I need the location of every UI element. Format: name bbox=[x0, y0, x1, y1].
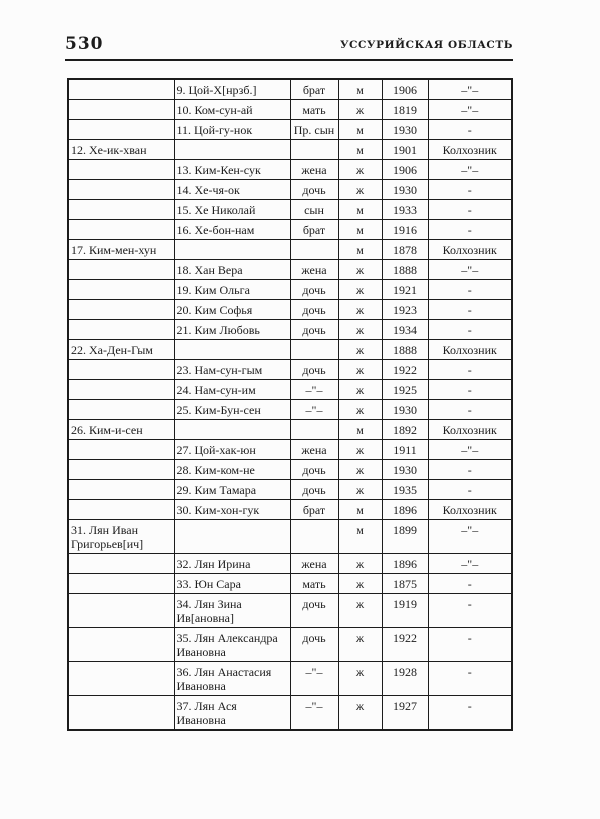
occupation-cell: - bbox=[428, 180, 512, 200]
sex-cell: ж bbox=[338, 574, 382, 594]
member-name-cell: 14. Хе-чя-ок bbox=[174, 180, 290, 200]
member-name-cell: 34. Лян Зина Ив[ановна] bbox=[174, 594, 290, 628]
relation-cell: жена bbox=[290, 260, 338, 280]
birth-year-cell: 1930 bbox=[382, 180, 428, 200]
occupation-cell: - bbox=[428, 594, 512, 628]
member-name-cell: 33. Юн Сара bbox=[174, 574, 290, 594]
relation-cell: –"– bbox=[290, 696, 338, 731]
region-header-title: УССУРИЙСКАЯ ОБЛАСТЬ bbox=[339, 38, 513, 51]
household-head-cell bbox=[68, 280, 174, 300]
table-row bbox=[68, 320, 512, 340]
birth-year-cell: 1923 bbox=[382, 300, 428, 320]
birth-year-cell: 1927 bbox=[382, 696, 428, 731]
birth-year-cell: 1878 bbox=[382, 240, 428, 260]
occupation-cell: –"– bbox=[428, 79, 512, 100]
household-head-cell bbox=[68, 500, 174, 520]
relation-cell: дочь bbox=[290, 594, 338, 628]
relation-cell: жена bbox=[290, 554, 338, 574]
occupation-cell: –"– bbox=[428, 554, 512, 574]
member-name-cell: 23. Нам-сун-гым bbox=[174, 360, 290, 380]
table-row bbox=[68, 200, 512, 220]
household-head-cell bbox=[68, 440, 174, 460]
relation-cell: дочь bbox=[290, 480, 338, 500]
member-name-cell bbox=[174, 420, 290, 440]
member-name-cell bbox=[174, 140, 290, 160]
household-head-cell bbox=[68, 380, 174, 400]
relation-cell: дочь bbox=[290, 360, 338, 380]
member-name-cell: 25. Ким-Бун-сен bbox=[174, 400, 290, 420]
sex-cell: ж bbox=[338, 480, 382, 500]
sex-cell: м bbox=[338, 420, 382, 440]
birth-year-cell: 1875 bbox=[382, 574, 428, 594]
birth-year-cell: 1896 bbox=[382, 500, 428, 520]
household-head-cell bbox=[68, 480, 174, 500]
occupation-cell: - bbox=[428, 574, 512, 594]
table-row bbox=[68, 500, 512, 520]
household-head-cell bbox=[68, 180, 174, 200]
member-name-cell: 15. Хе Николай bbox=[174, 200, 290, 220]
relation-cell: –"– bbox=[290, 380, 338, 400]
member-name-cell: 16. Хе-бон-нам bbox=[174, 220, 290, 240]
table-row bbox=[68, 220, 512, 240]
birth-year-cell: 1888 bbox=[382, 340, 428, 360]
birth-year-cell: 1922 bbox=[382, 628, 428, 662]
household-head-cell bbox=[68, 360, 174, 380]
member-name-cell: 10. Ком-сун-ай bbox=[174, 100, 290, 120]
household-head-cell bbox=[68, 120, 174, 140]
household-head-cell bbox=[68, 100, 174, 120]
member-name-cell: 28. Ким-ком-не bbox=[174, 460, 290, 480]
birth-year-cell: 1925 bbox=[382, 380, 428, 400]
relation-cell: жена bbox=[290, 440, 338, 460]
birth-year-cell: 1935 bbox=[382, 480, 428, 500]
table-row bbox=[68, 360, 512, 380]
relation-cell: сын bbox=[290, 200, 338, 220]
table-row bbox=[68, 554, 512, 574]
relation-cell: брат bbox=[290, 220, 338, 240]
sex-cell: ж bbox=[338, 360, 382, 380]
birth-year-cell: 1819 bbox=[382, 100, 428, 120]
sex-cell: ж bbox=[338, 180, 382, 200]
sex-cell: ж bbox=[338, 260, 382, 280]
relation-cell: дочь bbox=[290, 320, 338, 340]
sex-cell: ж bbox=[338, 594, 382, 628]
occupation-cell: - bbox=[428, 662, 512, 696]
household-head-cell bbox=[68, 460, 174, 480]
member-name-cell: 35. Лян Александра Ивановна bbox=[174, 628, 290, 662]
sex-cell: ж bbox=[338, 340, 382, 360]
sex-cell: м bbox=[338, 500, 382, 520]
sex-cell: ж bbox=[338, 320, 382, 340]
birth-year-cell: 1930 bbox=[382, 460, 428, 480]
table-row bbox=[68, 400, 512, 420]
relation-cell: –"– bbox=[290, 400, 338, 420]
member-name-cell: 36. Лян Анастасия Ивановна bbox=[174, 662, 290, 696]
occupation-cell: - bbox=[428, 480, 512, 500]
member-name-cell: 9. Цой-Х[нрзб.] bbox=[174, 79, 290, 100]
occupation-cell: - bbox=[428, 380, 512, 400]
relation-cell bbox=[290, 520, 338, 554]
sex-cell: м bbox=[338, 79, 382, 100]
household-head-cell bbox=[68, 574, 174, 594]
birth-year-cell: 1916 bbox=[382, 220, 428, 240]
table-row bbox=[68, 79, 512, 100]
sex-cell: ж bbox=[338, 554, 382, 574]
relation-cell: брат bbox=[290, 79, 338, 100]
table-row bbox=[68, 574, 512, 594]
table-row bbox=[68, 280, 512, 300]
occupation-cell: - bbox=[428, 400, 512, 420]
relation-cell: мать bbox=[290, 100, 338, 120]
birth-year-cell: 1892 bbox=[382, 420, 428, 440]
table-row bbox=[68, 594, 512, 628]
table-row bbox=[68, 240, 512, 260]
table-row bbox=[68, 696, 512, 731]
member-name-cell: 27. Цой-хак-юн bbox=[174, 440, 290, 460]
table-row bbox=[68, 440, 512, 460]
sex-cell: ж bbox=[338, 696, 382, 731]
birth-year-cell: 1899 bbox=[382, 520, 428, 554]
sex-cell: ж bbox=[338, 300, 382, 320]
sex-cell: м bbox=[338, 140, 382, 160]
sex-cell: ж bbox=[338, 460, 382, 480]
household-head-cell bbox=[68, 628, 174, 662]
member-name-cell bbox=[174, 240, 290, 260]
occupation-cell: Колхозник bbox=[428, 500, 512, 520]
relation-cell bbox=[290, 420, 338, 440]
member-name-cell: 24. Нам-сун-им bbox=[174, 380, 290, 400]
member-name-cell bbox=[174, 520, 290, 554]
birth-year-cell: 1930 bbox=[382, 120, 428, 140]
member-name-cell: 13. Ким-Кен-сук bbox=[174, 160, 290, 180]
birth-year-cell: 1930 bbox=[382, 400, 428, 420]
page-number: 530 bbox=[65, 34, 104, 54]
relation-cell: брат bbox=[290, 500, 338, 520]
occupation-cell: - bbox=[428, 320, 512, 340]
household-head-cell bbox=[68, 594, 174, 628]
household-head-cell bbox=[68, 662, 174, 696]
table-row bbox=[68, 160, 512, 180]
household-head-cell bbox=[68, 160, 174, 180]
occupation-cell: Колхозник bbox=[428, 140, 512, 160]
sex-cell: ж bbox=[338, 400, 382, 420]
birth-year-cell: 1934 bbox=[382, 320, 428, 340]
relation-cell bbox=[290, 340, 338, 360]
relation-cell: дочь bbox=[290, 460, 338, 480]
household-head-cell bbox=[68, 696, 174, 731]
household-head-cell bbox=[68, 79, 174, 100]
birth-year-cell: 1896 bbox=[382, 554, 428, 574]
birth-year-cell: 1921 bbox=[382, 280, 428, 300]
table-row bbox=[68, 300, 512, 320]
relation-cell: дочь bbox=[290, 180, 338, 200]
relation-cell: мать bbox=[290, 574, 338, 594]
sex-cell: м bbox=[338, 220, 382, 240]
household-head-cell: 31. Лян Иван Григорьев[ич] bbox=[68, 520, 174, 554]
sex-cell: ж bbox=[338, 160, 382, 180]
household-head-cell bbox=[68, 220, 174, 240]
occupation-cell: - bbox=[428, 460, 512, 480]
census-table-body bbox=[68, 79, 512, 730]
table-row bbox=[68, 662, 512, 696]
household-head-cell bbox=[68, 200, 174, 220]
page-header bbox=[65, 0, 513, 53]
table-row bbox=[68, 420, 512, 440]
member-name-cell: 37. Лян Ася Ивановна bbox=[174, 696, 290, 731]
relation-cell: жена bbox=[290, 160, 338, 180]
occupation-cell: - bbox=[428, 280, 512, 300]
table-row bbox=[68, 120, 512, 140]
table-row bbox=[68, 628, 512, 662]
table-row bbox=[68, 100, 512, 120]
household-head-cell bbox=[68, 300, 174, 320]
sex-cell: м bbox=[338, 200, 382, 220]
household-head-cell bbox=[68, 554, 174, 574]
household-head-cell: 26. Ким-и-сен bbox=[68, 420, 174, 440]
relation-cell: –"– bbox=[290, 662, 338, 696]
table-row bbox=[68, 520, 512, 554]
member-name-cell: 29. Ким Тамара bbox=[174, 480, 290, 500]
member-name-cell: 20. Ким Софья bbox=[174, 300, 290, 320]
birth-year-cell: 1906 bbox=[382, 160, 428, 180]
sex-cell: ж bbox=[338, 280, 382, 300]
occupation-cell: - bbox=[428, 360, 512, 380]
household-head-cell: 12. Хе-ик-хван bbox=[68, 140, 174, 160]
occupation-cell: - bbox=[428, 120, 512, 140]
table-row bbox=[68, 480, 512, 500]
birth-year-cell: 1928 bbox=[382, 662, 428, 696]
birth-year-cell: 1933 bbox=[382, 200, 428, 220]
sex-cell: ж bbox=[338, 380, 382, 400]
table-row bbox=[68, 140, 512, 160]
household-head-cell: 22. Ха-Ден-Гым bbox=[68, 340, 174, 360]
sex-cell: ж bbox=[338, 440, 382, 460]
relation-cell bbox=[290, 140, 338, 160]
table-row bbox=[68, 460, 512, 480]
birth-year-cell: 1906 bbox=[382, 79, 428, 100]
occupation-cell: –"– bbox=[428, 440, 512, 460]
relation-cell bbox=[290, 240, 338, 260]
birth-year-cell: 1922 bbox=[382, 360, 428, 380]
sex-cell: м bbox=[338, 120, 382, 140]
sex-cell: ж bbox=[338, 662, 382, 696]
household-head-cell bbox=[68, 400, 174, 420]
birth-year-cell: 1919 bbox=[382, 594, 428, 628]
household-head-cell: 17. Ким-мен-хун bbox=[68, 240, 174, 260]
sex-cell: ж bbox=[338, 628, 382, 662]
occupation-cell: - bbox=[428, 220, 512, 240]
relation-cell: Пр. сын bbox=[290, 120, 338, 140]
occupation-cell: - bbox=[428, 200, 512, 220]
relation-cell: дочь bbox=[290, 300, 338, 320]
member-name-cell: 11. Цой-гу-нок bbox=[174, 120, 290, 140]
member-name-cell: 32. Лян Ирина bbox=[174, 554, 290, 574]
occupation-cell: Колхозник bbox=[428, 420, 512, 440]
sex-cell: м bbox=[338, 520, 382, 554]
page-content bbox=[65, 0, 513, 731]
occupation-cell: - bbox=[428, 300, 512, 320]
member-name-cell bbox=[174, 340, 290, 360]
table-row bbox=[68, 340, 512, 360]
sex-cell: ж bbox=[338, 100, 382, 120]
household-head-cell bbox=[68, 320, 174, 340]
birth-year-cell: 1901 bbox=[382, 140, 428, 160]
occupation-cell: –"– bbox=[428, 100, 512, 120]
table-row bbox=[68, 180, 512, 200]
birth-year-cell: 1888 bbox=[382, 260, 428, 280]
member-name-cell: 30. Ким-хон-гук bbox=[174, 500, 290, 520]
occupation-cell: –"– bbox=[428, 260, 512, 280]
occupation-cell: Колхозник bbox=[428, 240, 512, 260]
table-row bbox=[68, 380, 512, 400]
table-row bbox=[68, 260, 512, 280]
occupation-cell: - bbox=[428, 628, 512, 662]
occupation-cell: –"– bbox=[428, 520, 512, 554]
member-name-cell: 21. Ким Любовь bbox=[174, 320, 290, 340]
sex-cell: м bbox=[338, 240, 382, 260]
household-head-cell bbox=[68, 260, 174, 280]
header-rule bbox=[65, 59, 513, 61]
occupation-cell: –"– bbox=[428, 160, 512, 180]
member-name-cell: 19. Ким Ольга bbox=[174, 280, 290, 300]
census-table bbox=[67, 78, 513, 731]
occupation-cell: - bbox=[428, 696, 512, 731]
relation-cell: дочь bbox=[290, 628, 338, 662]
occupation-cell: Колхозник bbox=[428, 340, 512, 360]
birth-year-cell: 1911 bbox=[382, 440, 428, 460]
member-name-cell: 18. Хан Вера bbox=[174, 260, 290, 280]
relation-cell: дочь bbox=[290, 280, 338, 300]
